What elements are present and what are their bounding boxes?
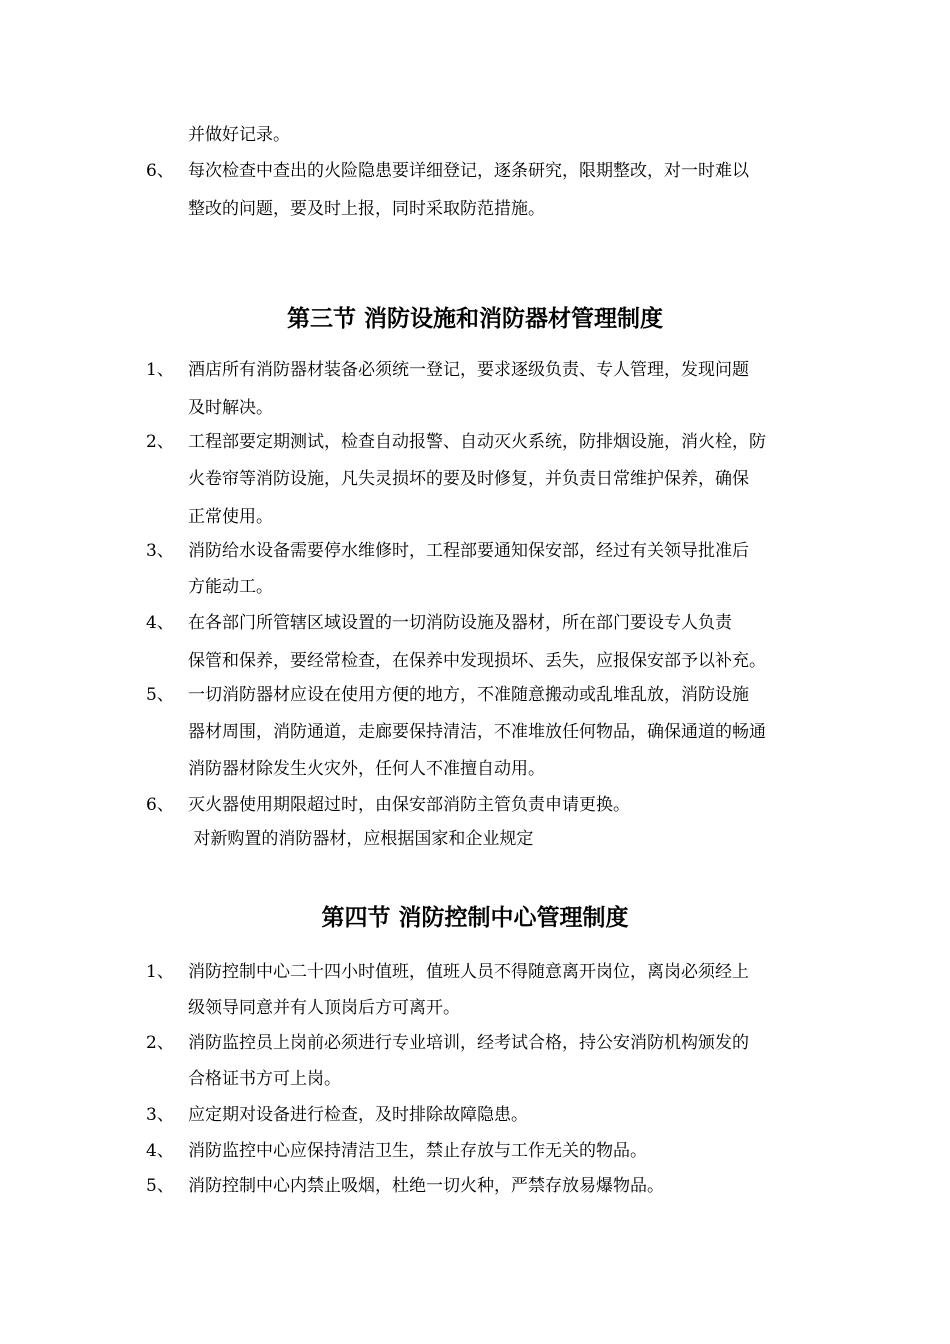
item-number: 4、 (146, 1141, 174, 1161)
item-text-line: 消防给水设备需要停水维修时，工程部要通知保安部，经过有关领导批准后 (188, 541, 749, 561)
item-text-line: 应定期对设备进行检查，及时排除故障隐患。 (188, 1105, 528, 1125)
item-text-line: 消防控制中心二十四小时值班，值班人员不得随意离开岗位，离岗必须经上 (188, 962, 749, 982)
item-text-line: 保管和保养，要经常检查，在保养中发现损坏、丢失，应报保安部予以补充。 (188, 651, 766, 671)
item-text-line: 方能动工。 (188, 577, 273, 597)
section-heading: 第四节 消防控制中心管理制度 (321, 904, 629, 931)
item-text-line: 酒店所有消防器材装备必须统一登记，要求逐级负责、专人管理，发现问题 (188, 360, 749, 380)
item-text-line: 器材周围，消防通道，走廊要保持清洁，不准堆放任何物品，确保通道的畅通 (188, 722, 766, 742)
item-number: 4、 (146, 613, 174, 633)
item-text-line: 正常使用。 (188, 507, 273, 527)
item-text-line: 消防控制中心内禁止吸烟，杜绝一切火种，严禁存放易爆物品。 (188, 1176, 664, 1196)
item-text-line: 对新购置的消防器材，应根据国家和企业规定 (188, 829, 534, 849)
item-text-line: 合格证书方可上岗。 (188, 1069, 341, 1089)
item-text-line: 及时解决。 (188, 398, 273, 418)
item-text-line: 级领导同意并有人顶岗后方可离开。 (188, 998, 460, 1018)
item-text-line: 消防监控员上岗前必须进行专业培训，经考试合格，持公安消防机构颁发的 (188, 1033, 749, 1053)
item-text-line: 灭火器使用期限超过时，由保安部消防主管负责申请更换。 (188, 795, 630, 815)
item-text-line: 消防器材除发生火灾外，任何人不准擅自动用。 (188, 759, 545, 779)
item-text-line: 消防监控中心应保持清洁卫生，禁止存放与工作无关的物品。 (188, 1141, 647, 1161)
continuation-line: 并做好记录。 (188, 125, 290, 145)
item-number: 3、 (146, 541, 174, 561)
item-number: 1、 (146, 360, 174, 380)
item-text-line: 工程部要定期测试，检查自动报警、自动灭火系统，防排烟设施，消火栓，防 (188, 432, 766, 452)
item-number: 5、 (146, 1176, 174, 1196)
section-heading: 第三节 消防设施和消防器材管理制度 (286, 305, 663, 332)
item-number: 6、 (146, 161, 174, 181)
item-number: 3、 (146, 1105, 174, 1125)
item-number: 5、 (146, 685, 174, 705)
item-number: 2、 (146, 432, 174, 452)
item-text-line: 每次检查中查出的火险隐患要详细登记，逐条研究，限期整改，对一时难以 (188, 161, 749, 181)
item-text-line: 一切消防器材应设在使用方便的地方，不准随意搬动或乱堆乱放，消防设施 (188, 685, 749, 705)
item-number: 6、 (146, 795, 174, 815)
item-text-line: 火卷帘等消防设施，凡失灵损坏的要及时修复，并负责日常维护保养，确保 (188, 469, 749, 489)
item-text-line: 在各部门所管辖区域设置的一切消防设施及器材，所在部门要设专人负责 (188, 613, 732, 633)
item-number: 1、 (146, 962, 174, 982)
item-text-line: 整改的问题，要及时上报，同时采取防范措施。 (188, 199, 545, 219)
item-number: 2、 (146, 1033, 174, 1053)
